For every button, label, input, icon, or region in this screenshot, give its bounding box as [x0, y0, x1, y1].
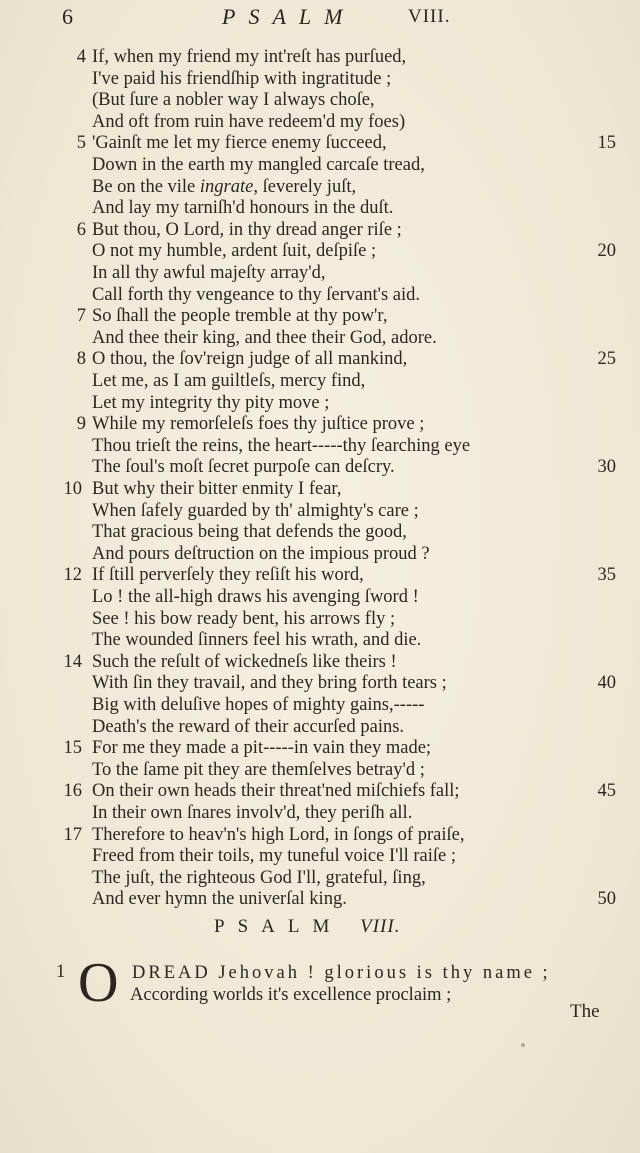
- psalm-heading-numeral: VIII.: [360, 916, 401, 937]
- verse-line: [0, 478, 640, 500]
- verse-number: 1: [56, 962, 66, 982]
- verse-text: The wounded ſinners feel his wrath, and die.: [92, 630, 422, 651]
- verse-line: [0, 154, 640, 176]
- verse-text: And lay my tarniſh'd honours in the duſt.: [92, 198, 394, 219]
- running-title: PSALM: [222, 4, 356, 29]
- verse-line: [0, 888, 640, 910]
- verse-text: While my remorſeleſs foes thy juſtice prove ;: [92, 414, 425, 435]
- verse-line: [0, 984, 640, 1006]
- verse-number: 7: [76, 306, 86, 327]
- verse-text: Let me, as I am guiltleſs, mercy find,: [92, 371, 366, 391]
- verse-line: [0, 694, 640, 716]
- verse-text: Death's the reward of their accurſed pains.: [92, 716, 405, 737]
- verse-text: Down in the earth my mangled carcaſe tread,: [92, 155, 425, 175]
- verse-line: [0, 780, 640, 802]
- verse-line: [0, 284, 640, 306]
- verse-line: [0, 111, 640, 133]
- verse-line: [0, 802, 640, 824]
- line-number: 40: [597, 673, 616, 694]
- verse-line: [0, 500, 640, 522]
- psalm-8-heading: [214, 916, 400, 938]
- verse-text: But why their bitter enmity I fear,: [92, 479, 342, 499]
- verse-number: 14: [63, 651, 82, 672]
- verse-number: 12: [63, 565, 82, 586]
- psalm-heading-word: PSALM: [214, 916, 343, 937]
- verse-line: [0, 962, 640, 984]
- verse-text: Let my integrity thy pity move ;: [92, 392, 330, 413]
- verse-text: Such the reſult of wickedneſs like theirs !: [92, 651, 397, 672]
- verse-text: And thee their king, and thee their God, adore.: [92, 327, 437, 348]
- verse-text: So ſhall the people tremble at thy pow'r,: [92, 306, 388, 327]
- verse-number: 5: [76, 133, 86, 154]
- verse-text: Therefore to heav'n's high Lord, in ſongs of praiſe,: [92, 824, 465, 845]
- verse-text: The ſoul's moſt ſecret purpoſe can deſcry.: [92, 457, 395, 478]
- verse-line: [0, 651, 640, 673]
- verse-line: [0, 197, 640, 219]
- verse-line: [0, 543, 640, 565]
- verse-text: On their own heads their threat'ned miſchiefs fall;: [92, 781, 460, 802]
- verse-line: [0, 629, 640, 651]
- verse-line: [0, 867, 640, 889]
- verse-text: The juſt, the righteous God I'll, grateful, ſing,: [92, 867, 426, 888]
- line-number: 35: [597, 565, 616, 586]
- verse-line: [0, 586, 640, 608]
- verse-text: And pours deſtruction on the impious proud ?: [92, 543, 430, 564]
- verse-text: O thou, the ſov'reign judge of all mankind,: [92, 349, 408, 370]
- verse-text: O not my humble, ardent ſuit, deſpiſe ;: [92, 241, 377, 262]
- verse-line: [0, 89, 640, 111]
- verse-number: 6: [76, 219, 86, 240]
- catchword: The: [570, 1001, 600, 1022]
- verse-line: [0, 521, 640, 543]
- running-title-numeral: VIII.: [408, 6, 451, 27]
- verse-number: 15: [63, 738, 82, 759]
- verse-text: In their own ſnares involv'd, they periſh all.: [92, 803, 413, 823]
- verse-line: [0, 262, 640, 284]
- verse-line: [0, 824, 640, 846]
- verse-number: 17: [63, 824, 82, 845]
- verse-number: 10: [63, 479, 82, 499]
- verse-text: Big with deluſive hopes of mighty gains,-----: [92, 695, 425, 715]
- verse-text: To the ſame pit they are themſelves betray'd ;: [92, 759, 425, 780]
- verse-line: [0, 413, 640, 435]
- verse-text: If, when my friend my int'reſt has purſued,: [92, 47, 407, 67]
- verse-number: 4: [76, 47, 86, 67]
- verse-line: [0, 759, 640, 781]
- verse-line: [0, 68, 640, 90]
- line-number: 25: [597, 349, 616, 370]
- verse-text: But thou, O Lord, in thy dread anger riſe ;: [92, 219, 402, 240]
- verse-text: Thou trieſt the reins, the heart-----thy ſearching eye: [92, 435, 471, 456]
- verse-line: [0, 672, 640, 694]
- line-number: 15: [597, 133, 616, 154]
- verse-text: I've paid his friendſhip with ingratitude ;: [92, 68, 392, 89]
- verse-line: [0, 327, 640, 349]
- verse-line: [0, 219, 640, 241]
- verse-text: (But ſure a nobler way I always choſe,: [92, 90, 375, 111]
- verse-number: 8: [76, 349, 86, 370]
- verse-text: And oft from ruin have redeem'd my foes): [92, 111, 406, 132]
- verse-text: Freed from their toils, my tuneful voice I'll raiſe ;: [92, 846, 456, 867]
- verse-text: With ſin they travail, and they bring forth tears ;: [92, 673, 447, 694]
- verse-line: [0, 240, 640, 262]
- verse-line: [0, 370, 640, 392]
- line-number: 45: [597, 781, 616, 802]
- verse-line: [0, 392, 640, 414]
- page-header: [0, 4, 640, 34]
- verse-text: DREAD Jehovah ! glorious is thy name ;: [132, 963, 551, 983]
- verse-text: Lo ! the all-high draws his avenging ſword !: [92, 587, 419, 607]
- page-number: 6: [62, 4, 73, 29]
- verse-text: And ever hymn the univerſal king.: [92, 889, 347, 910]
- line-number: 30: [597, 457, 616, 478]
- drop-cap: O: [78, 952, 119, 1014]
- verse-text: If ſtill perverſely they reſiſt his word,: [92, 565, 364, 586]
- verse-line: [0, 46, 640, 68]
- verse-text: When ſafely guarded by th' almighty's care ;: [92, 500, 419, 521]
- verse-line: [0, 176, 640, 198]
- verse-line: [0, 716, 640, 738]
- verse-line: [0, 845, 640, 867]
- paper-speck: [521, 1043, 525, 1047]
- verse-line: [0, 737, 640, 759]
- verse-text: Call forth thy vengeance to thy ſervant's aid.: [92, 284, 421, 305]
- verse-text: Be on the vile ingrate, ſeverely juſt,: [92, 176, 357, 197]
- verse-text: In all thy awful majeſty array'd,: [92, 263, 326, 283]
- line-number: 50: [597, 889, 616, 910]
- line-number: 20: [597, 241, 616, 262]
- verse-text: According worlds it's excellence proclaim ;: [130, 985, 452, 1005]
- verse-line: [0, 305, 640, 327]
- verse-line: [0, 456, 640, 478]
- verse-text: That gracious being that defends the good,: [92, 522, 407, 543]
- verse-line: [0, 608, 640, 630]
- verse-line: [0, 435, 640, 457]
- verse-line: [0, 348, 640, 370]
- verse-text: 'Gainſt me let my fierce enemy ſucceed,: [92, 133, 387, 154]
- verse-line: [0, 132, 640, 154]
- verse-number: 9: [76, 414, 86, 435]
- verse-text: See ! his bow ready bent, his arrows fly ;: [92, 608, 396, 629]
- verse-number: 16: [63, 781, 82, 802]
- verse-text: For me they made a pit-----in vain they made;: [92, 738, 432, 759]
- verse-line: [0, 564, 640, 586]
